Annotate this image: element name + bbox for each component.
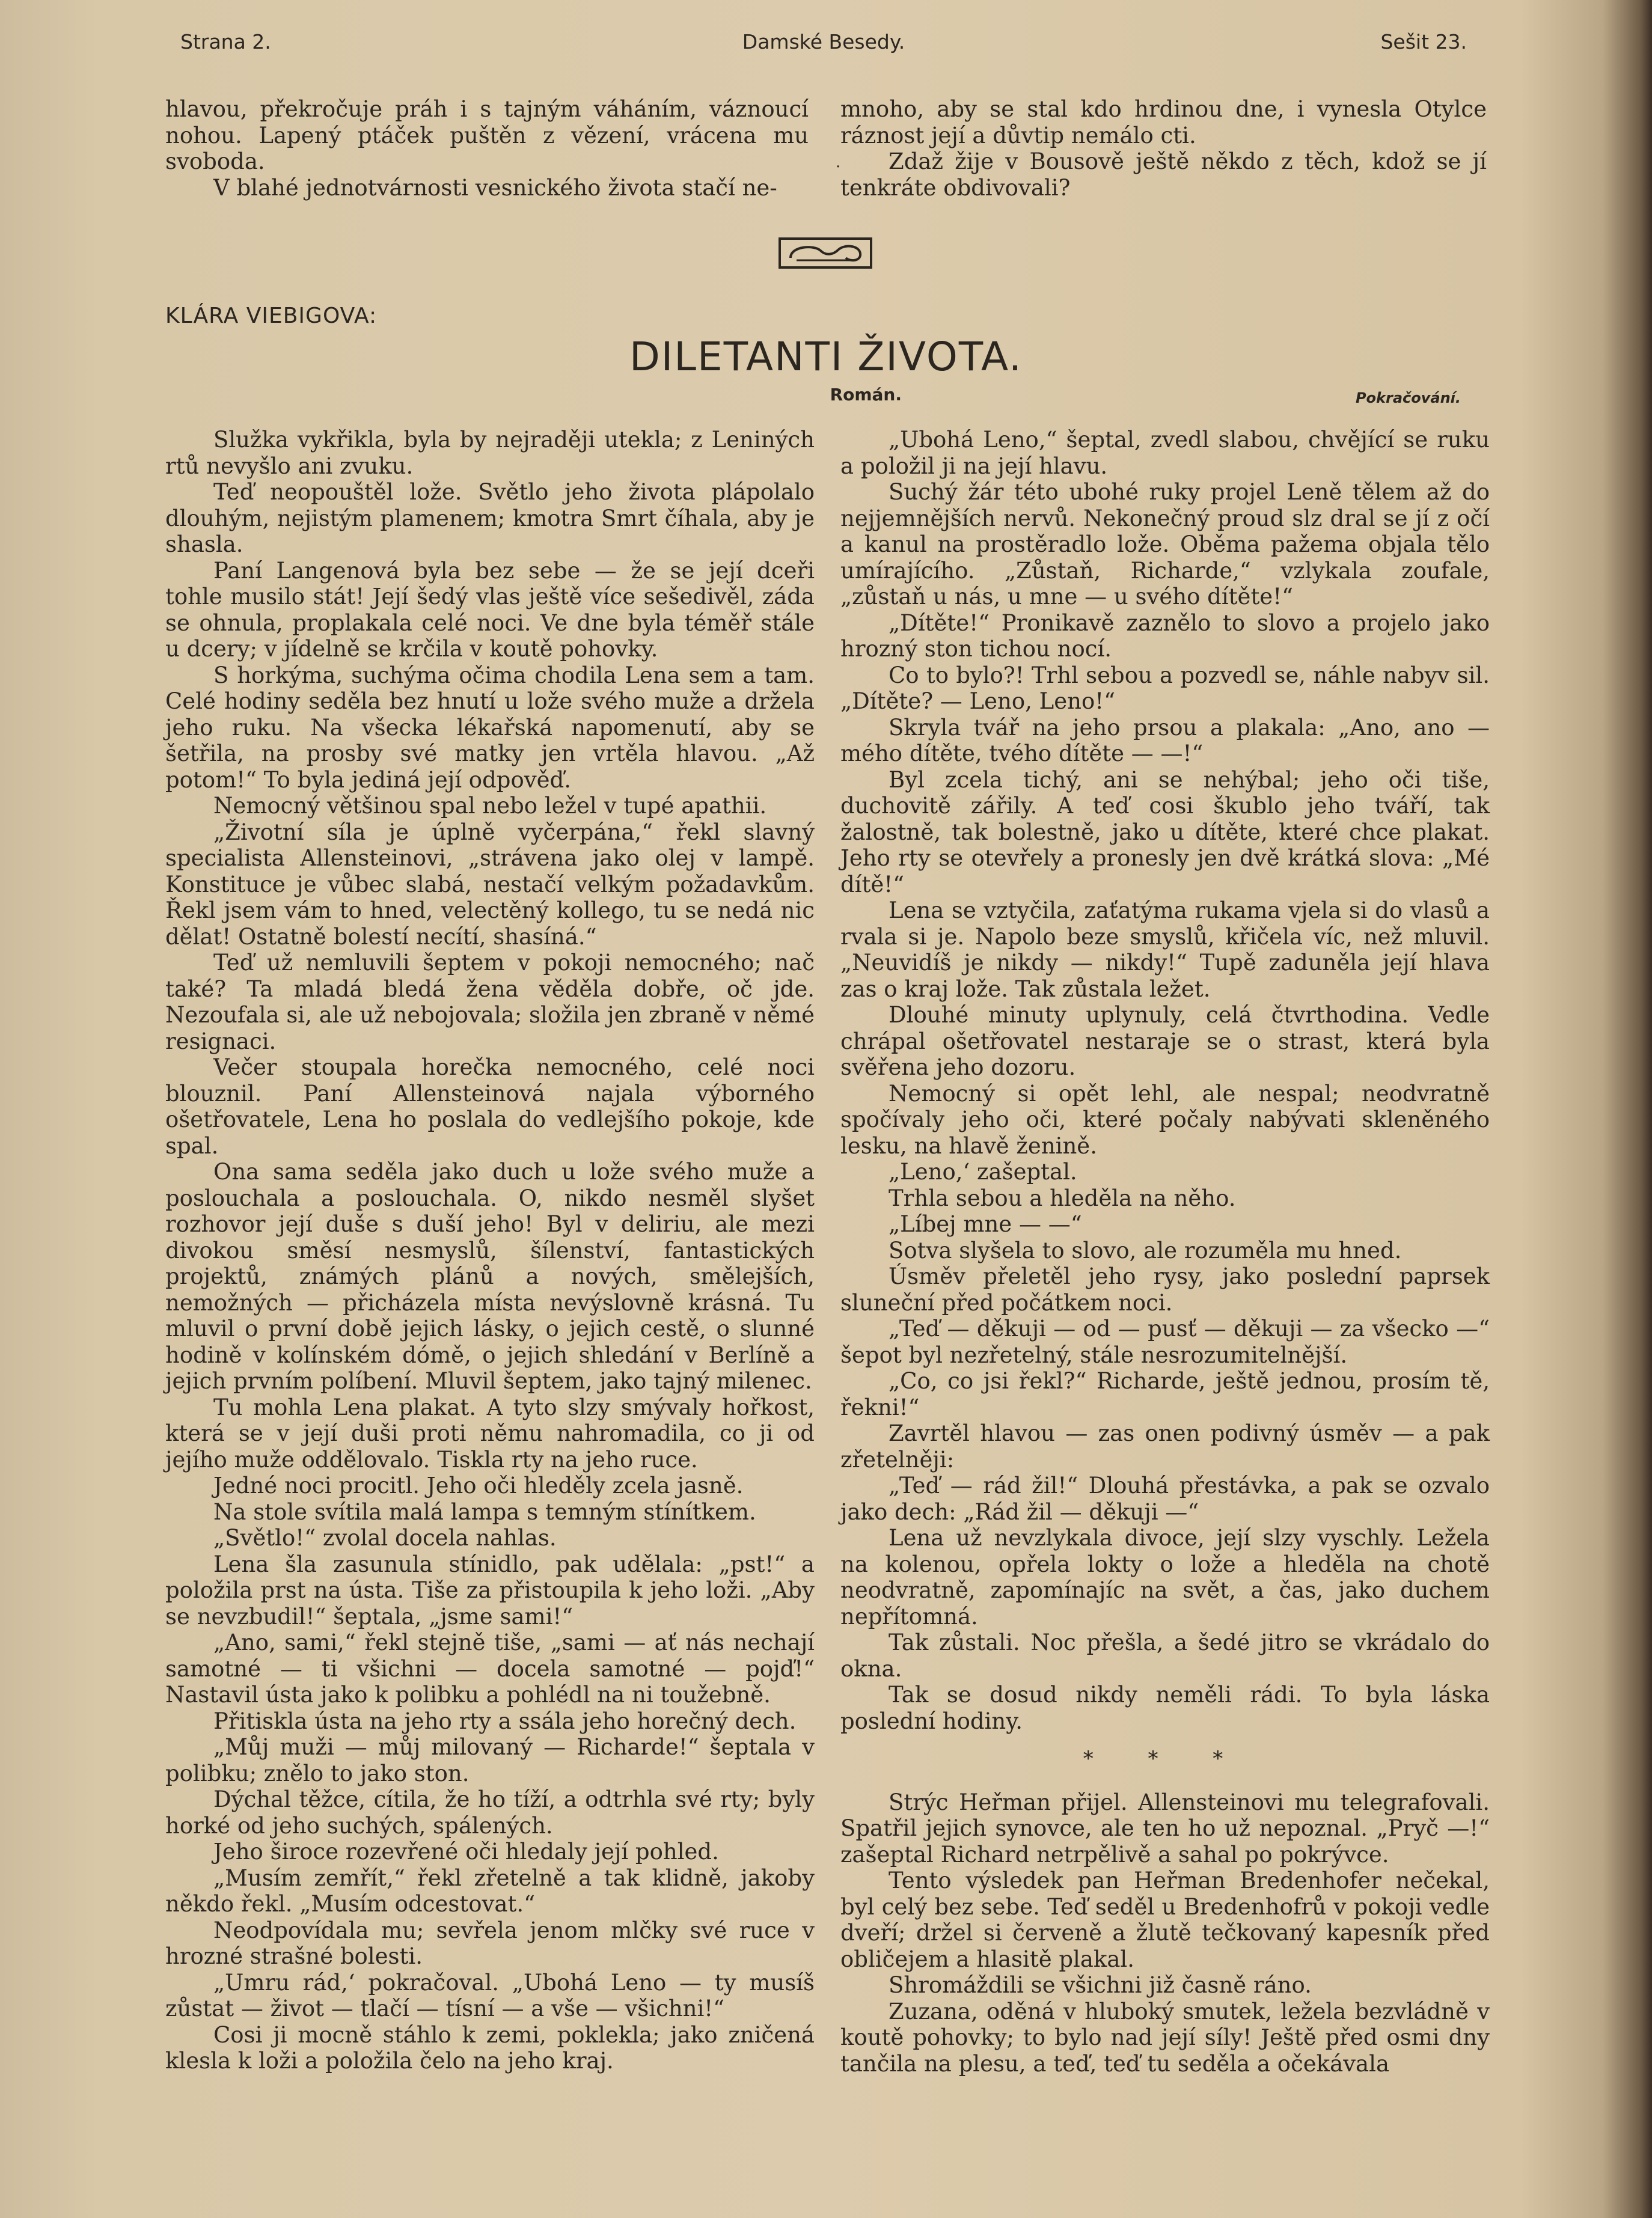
- paragraph: „Můj muži — můj milovaný — Richarde!“ šeptala v polibku; znělo to jako ston.: [165, 1734, 815, 1786]
- prev-article-left-column: [165, 96, 809, 201]
- paragraph: „Světlo!“ zvolal docela nahlas.: [213, 1525, 557, 1551]
- paragraph: S horkýma, suchýma očima chodila Lena sem a tam. Celé hodiny seděla bez hnutí u lože svého muže a držela jeho ruku. Na všecka lékařská napomenutí, aby se šetřila, na prosby své matky jen vrtěla hlavou. „Až potom!“ To byla jediná její odpověď.: [165, 662, 815, 793]
- paragraph: Jedné noci procitl. Jeho oči hleděly zcela jasně.: [213, 1473, 744, 1499]
- paragraph: hlavou, překročuje práh i s tajným váháním, váznoucí nohou. Lapený ptáček puštěn z vězení, vrácena mu svoboda.: [165, 96, 809, 174]
- paragraph: Úsměv přeletěl jeho rysy, jako poslední paprsek sluneční před počátkem noci.: [840, 1263, 1490, 1316]
- paragraph: Teď už nemluvili šeptem v pokoji nemocného; nač také? Ta mladá bledá žena věděla dobře, oč jde. Nezoufala si, ale už nebojovala; složila jen zbraně v němé resignaci.: [165, 950, 815, 1054]
- paragraph: Strýc Heřman přijel. Allensteinovi mu telegrafovali. Spatřil jejich synovce, ale ten ho už nepoznal. „Pryč —!“ zašeptal Richard netrpělivě a sahal po pokrývce.: [840, 1789, 1490, 1868]
- paragraph: Jeho široce rozevřené oči hledaly její pohled.: [213, 1839, 719, 1865]
- paragraph: Lena šla zasunula stínidlo, pak udělala: „pst!“ a položila prst na ústa. Tiše za přistoupila k jeho loži. „Aby se nevzbudil!“ šeptala, „jsme sami!“: [165, 1551, 815, 1630]
- paragraph: Byl zcela tichý, ani se nehýbal; jeho oči tiše, duchovitě zářily. A teď cosi škublo jeho tváří, tak žalostně, tak bolestně, jako u dítěte, které chce plakat. Jeho rty se otevřely a pronesly jen dvě krátká slova: „Mé dítě!“: [840, 766, 1490, 897]
- paragraph: Tak zůstali. Noc přešla, a šedé jitro se vkrádalo do okna.: [840, 1630, 1490, 1682]
- paragraph: Na stole svítila malá lampa s temným stínítkem.: [213, 1499, 756, 1525]
- paragraph: Trhla sebou a hleděla na něho.: [889, 1185, 1236, 1211]
- paragraph: „Leno,‘ zašeptal.: [889, 1159, 1077, 1185]
- paragraph: Tento výsledek pan Heřman Bredenhofer nečekal, byl celý bez sebe. Teď seděl u Bredenhofrů v pokoji vedle dveří; držel si červeně a žlutě tečkovaný kapesník před obličejem a hlasitě plakal.: [840, 1868, 1490, 1972]
- paragraph: Paní Langenová byla bez sebe — že se její dceři tohle musilo stát! Její šedý vlas ještě více sešedivěl, záda se ohnula, proplakala celé noci. Ve dne byla téměř stále u dcery; v jídelně se krčila v koutě pohovky.: [165, 557, 815, 662]
- paragraph: „Musím zemřít,“ řekl zřetelně a tak klidně, jakoby někdo řekl. „Musím odcestovat.“: [165, 1865, 815, 1917]
- paragraph: „Teď — děkuji — od — pusť — děkuji — za všecko —“ šepot byl nezřetelný, stále nesrozumitelnější.: [840, 1316, 1490, 1368]
- paragraph: Nemocný si opět lehl, ale nespal; neodvratně spočívaly jeho oči, které počaly nabývati skleněného lesku, na hlavě ženině.: [840, 1080, 1490, 1159]
- paragraph: Ona sama seděla jako duch u lože svého muže a poslouchala a poslouchala. O, nikdo nesměl slyšet rozhovor její duše s duší jeho! Byl v deliriu, ale mezi divokou směsí nesmyslů, šílenství, fantastických projektů, známých plánů a nových, smělejších, nemožných — přicházela místa nevýslovně krásná. Tu mluvil o první době jejich lásky, o jejich cestě, o slunné hodině v kolínském dómě, o jejich shledání v Berlíně a jejich prvním políbení. Mluvil šeptem, jako tajný milenec.: [165, 1159, 815, 1394]
- paragraph: Cosi ji mocně stáhlo k zemi, poklekla; jako zničená klesla k loži a položila čelo na jeho kraj.: [165, 2021, 815, 2074]
- paragraph: Neodpovídala mu; sevřela jenom mlčky své ruce v hrozné strašné bolesti.: [165, 1917, 815, 1969]
- issue-number: Sešit 23.: [1380, 30, 1467, 53]
- ornament-divider-icon: [779, 237, 872, 269]
- paragraph: Přitiskla ústa na jeho rty a ssála jeho horečný dech.: [213, 1708, 797, 1734]
- paragraph: Tu mohla Lena plakat. A tyto slzy smývaly hořkost, která se v její duši proti němu nahromadila, co ji od jejího muže oddělovalo. Tiskla rty na jeho ruce.: [165, 1394, 815, 1473]
- continued-note: Pokračování.: [1355, 390, 1461, 406]
- main-right-column: [840, 427, 1490, 2077]
- paragraph: Sotva slyšela to slovo, ale rozuměla mu hned.: [889, 1237, 1402, 1263]
- paragraph: „Teď — rád žil!“ Dlouhá přestávka, a pak se ozvalo jako dech: „Rád žil — děkuji —“: [840, 1473, 1490, 1525]
- paragraph: Co to bylo?! Trhl sebou a pozvedl se, náhle nabyv sil. „Dítěte? — Leno, Leno!“: [840, 662, 1490, 714]
- paragraph: Zavrtěl hlavou — zas onen podivný úsměv — a pak zřetelněji:: [840, 1420, 1490, 1473]
- paragraph: V blahé jednotvárnosti vesnického života stačí ne-: [213, 174, 777, 201]
- paragraph: Skryla tvář na jeho prsou a plakala: „Ano, ano — mého dítěte, tvého dítěte — —!“: [840, 714, 1490, 766]
- paragraph: „Co, co jsi řekl?“ Richarde, ještě jednou, prosím tě, řekni!“: [840, 1368, 1490, 1420]
- paragraph: Zuzana, oděná v hluboký smutek, ležela bezvládně v koutě pohovky; to bylo nad její síly! Ještě před osmi dny tančila na plesu, a teď, teď tu seděla a očekávala: [840, 1998, 1490, 2077]
- article-author: KLÁRA VIEBIGOVA:: [165, 304, 378, 328]
- magazine-title: Damské Besedy.: [742, 30, 905, 53]
- paragraph: Dýchal těžce, cítila, že ho tíží, a odtrhla své rty; byly horké od jeho suchých, spálených.: [165, 1786, 815, 1839]
- paragraph: Nemocný většinou spal nebo ležel v tupé apathii.: [213, 793, 767, 819]
- section-break: * * *: [1083, 1747, 1247, 1771]
- paragraph: Dlouhé minuty uplynuly, celá čtvrthodina. Vedle chrápal ošetřovatel nestaraje se o strast, která byla svěřena jeho dozoru.: [840, 1002, 1490, 1080]
- paragraph: Lena už nevzlykala divoce, její slzy vyschly. Ležela na kolenou, opřela lokty o lože a hleděla na chotě neodvratně, zapomínajíc na svět, a čas, jako duchem nepřítomná.: [840, 1525, 1490, 1630]
- prev-article-right-column: [840, 96, 1487, 201]
- main-left-column: [165, 427, 815, 2074]
- paragraph: Lena se vztyčila, zaťatýma rukama vjela si do vlasů a rvala si je. Napolo beze smyslů, křičela víc, než mluvil. „Neuvidíš je nikdy — nikdy!“ Tupě zaduněla její hlava zas o kraj lože. Tak zůstala ležet.: [840, 897, 1490, 1002]
- article-genre: Román.: [830, 385, 902, 405]
- paragraph: Suchý žár této ubohé ruky projel Leně tělem až do nejjemnějších nervů. Nekonečný proud slz dral se jí z očí a kanul na prostěradlo lože. Oběma pažema objala tělo umírajícího. „Zůstaň, Richarde,“ vzlykala zoufale, „zůstaň u nás, u mne — u svého dítěte!“: [840, 479, 1490, 609]
- paragraph: Shromáždili se všichni již časně ráno.: [889, 1972, 1312, 1998]
- page-number: Strana 2.: [180, 30, 271, 53]
- paragraph: mnoho, aby se stal kdo hrdinou dne, i vynesla Otylce ráznost její a důvtip nemálo cti.: [840, 96, 1487, 148]
- paragraph: Večer stoupala horečka nemocného, celé noci blouznil. Paní Allensteinová najala výborného ošetřovatele, Lena ho poslala do vedlejšího pokoje, kde spal.: [165, 1054, 815, 1159]
- paragraph: Tak se dosud nikdy neměli rádi. To byla láska poslední hodiny.: [840, 1682, 1490, 1734]
- paragraph: „Ano, sami,“ řekl stejně tiše, „sami — ať nás nechají samotné — ti všichni — docela samotné — pojď!“ Nastavil ústa jako k polibku a pohlédl na ni toužebně.: [165, 1630, 815, 1708]
- paragraph: Služka vykřikla, byla by nejraději utekla; z Leniných rtů nevyšlo ani zvuku.: [165, 427, 815, 479]
- running-head: [180, 30, 1467, 60]
- paragraph: Teď neopouštěl lože. Světlo jeho života plápolalo dlouhým, nejistým plamenem; kmotra Smrt číhala, aby je shasla.: [165, 479, 815, 557]
- paragraph: „Ubohá Leno,“ šeptal, zvedl slabou, chvějící se ruku a položil ji na její hlavu.: [840, 427, 1490, 479]
- paragraph: „Životní síla je úplně vyčerpána,“ řekl slavný specialista Allensteinovi, „strávena jako olej v lampě. Konstituce je vůbec slabá, nestačí velkým požadavkům. Řekl jsem vám to hned, velectěný kollego, tu se nedá nic dělat! Ostatně bolestí necítí, shasíná.“: [165, 819, 815, 950]
- article-title: DILETANTI ŽIVOTA.: [629, 334, 1023, 380]
- paragraph: „Líbej mne — —“: [889, 1211, 1082, 1237]
- paragraph: „Dítěte!“ Pronikavě zaznělo to slovo a projelo jako hrozný ston tichou nocí.: [840, 609, 1490, 662]
- paragraph: Zdaž žije v Bousově ještě někdo z těch, kdož se jí tenkráte obdivovali?: [840, 148, 1487, 201]
- paragraph: „Umru rád,‘ pokračoval. „Ubohá Leno — ty musíš zůstat — život — tlačí — tísní — a vše — všichni!“: [165, 1969, 815, 2021]
- margin-dot: ·: [836, 158, 841, 176]
